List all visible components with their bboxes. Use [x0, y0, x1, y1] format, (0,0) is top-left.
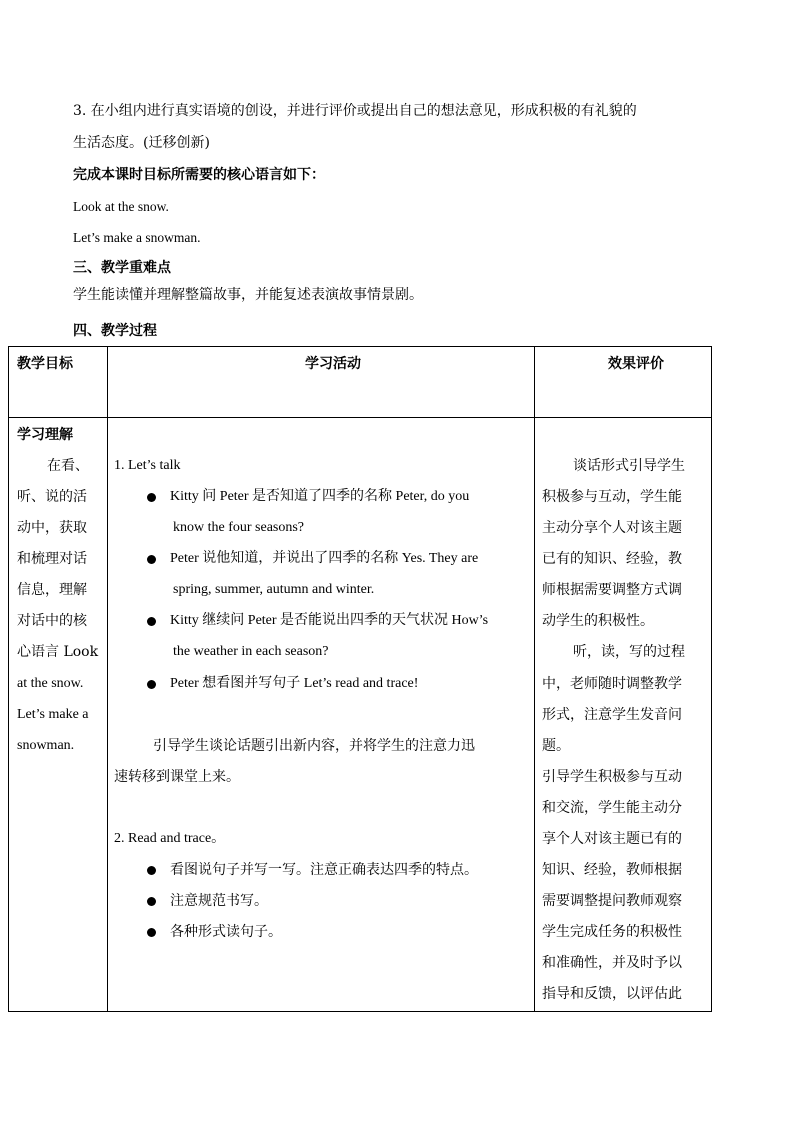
evaluation-line: 积极参与互动，学生能: [542, 489, 682, 505]
evaluation-line: 已有的知识、经验，教: [542, 551, 682, 567]
goal-cell: [9, 418, 108, 1012]
evaluation-line: 动学生的积极性。: [542, 613, 654, 629]
activity-cell: [108, 418, 535, 1012]
evaluation-line: 主动分享个人对该主题: [542, 520, 682, 536]
guide-text-line1: 引导学生谈论话题引出新内容，并将学生的注意力迅: [153, 738, 475, 754]
activity-bullet-line: Kitty 问 Peter 是否知道了四季的名称 Peter, do you: [170, 489, 470, 504]
goal-line: 信息，理解: [17, 582, 87, 598]
bullet-icon: [147, 555, 156, 564]
table-row: [9, 418, 712, 1012]
activity-bullet-line: 看图说句子并写一写。注意正确表达四季的特点。: [170, 862, 478, 878]
header-goal: 教学目标: [17, 356, 73, 372]
evaluation-line: 需要调整提问教师观察: [542, 893, 682, 909]
goal-line: 心语言 Look: [17, 644, 99, 660]
objective-item-3-line1: 3. 在小组内进行真实语境的创设，并进行评价或提出自己的想法意见，形成积极的有礼貌的: [73, 103, 637, 119]
evaluation-line: 引导学生积极参与互动: [542, 769, 682, 785]
section-3-text: 学生能读懂并理解整篇故事，并能复述表演故事情景剧。: [73, 287, 423, 303]
activity-bullet-line: Kitty 继续问 Peter 是否能说出四季的天气状况 How’s: [170, 613, 489, 628]
section-4-title: 四、教学过程: [73, 323, 157, 339]
goal-line: 动中，获取: [17, 520, 87, 536]
goal-line: at the snow.: [17, 676, 84, 691]
evaluation-line: 知识、经验，教师根据: [542, 862, 682, 878]
evaluation-line: 中，老师随时调整教学: [542, 676, 682, 692]
guide-text-line2: 速转移到课堂上来。: [114, 769, 240, 785]
bullet-icon: [147, 866, 156, 875]
activity-item-1-title: 1. Let’s talk: [114, 458, 181, 473]
teaching-process-table: [8, 346, 712, 1012]
evaluation-line: 和准确性，并及时予以: [542, 955, 682, 971]
evaluation-line: 听，读，写的过程: [573, 644, 685, 660]
activity-bullet-line: spring, summer, autumn and winter.: [173, 582, 375, 597]
bullet-icon: [147, 617, 156, 626]
header-cell-evaluation: [535, 347, 712, 418]
activity-bullet-line: the weather in each season?: [173, 644, 329, 659]
objective-item-3-line2: 生活态度。(迁移创新): [73, 135, 210, 151]
evaluation-line: 题。: [542, 738, 570, 754]
activity-bullet-line: Peter 说他知道，并说出了四季的名称 Yes. They are: [170, 551, 479, 566]
bullet-icon: [147, 680, 156, 689]
header-cell-activity: [108, 347, 535, 418]
evaluation-line: 师根据需要调整方式调: [542, 582, 682, 598]
evaluation-line: 和交流，学生能主动分: [542, 800, 682, 816]
core-sentence-2: Let’s make a snowman.: [73, 230, 201, 245]
goal-line: 和梳理对话: [17, 551, 87, 567]
bullet-icon: [147, 928, 156, 937]
goal-line: 听、说的活: [17, 489, 87, 505]
bullet-icon: [147, 897, 156, 906]
header-cell-goal: [9, 347, 108, 418]
evaluation-line: 谈话形式引导学生: [573, 458, 685, 474]
goal-line: snowman.: [17, 738, 75, 753]
goal-line: 对话中的核: [17, 613, 87, 629]
goal-line: Let’s make a: [17, 707, 89, 722]
activity-bullet-line: 各种形式读句子。: [170, 924, 282, 940]
section-3-title: 三、教学重难点: [73, 260, 171, 276]
goal-line: 在看、: [47, 458, 89, 474]
activity-bullet-line: 注意规范书写。: [170, 893, 268, 909]
header-activity: 学习活动: [305, 356, 361, 372]
evaluation-line: 享个人对该主题已有的: [542, 831, 682, 847]
bullet-icon: [147, 493, 156, 502]
goal-title: 学习理解: [17, 427, 73, 443]
activity-bullet-line: know the four seasons?: [173, 520, 305, 535]
core-language-heading: 完成本课时目标所需要的核心语言如下：: [73, 167, 325, 183]
core-sentence-1: Look at the snow.: [73, 199, 169, 214]
activity-item-2-title: 2. Read and trace。: [114, 831, 226, 846]
evaluation-line: 学生完成任务的积极性: [542, 924, 682, 940]
activity-bullet-line: Peter 想看图并写句子 Let’s read and trace!: [170, 676, 419, 691]
header-evaluation: 效果评价: [608, 356, 664, 372]
evaluation-cell: [535, 418, 712, 1012]
table-header-row: [9, 347, 712, 418]
evaluation-line: 形式，注意学生发音问: [542, 707, 682, 723]
evaluation-line: 指导和反馈，以评估此: [542, 986, 682, 1002]
